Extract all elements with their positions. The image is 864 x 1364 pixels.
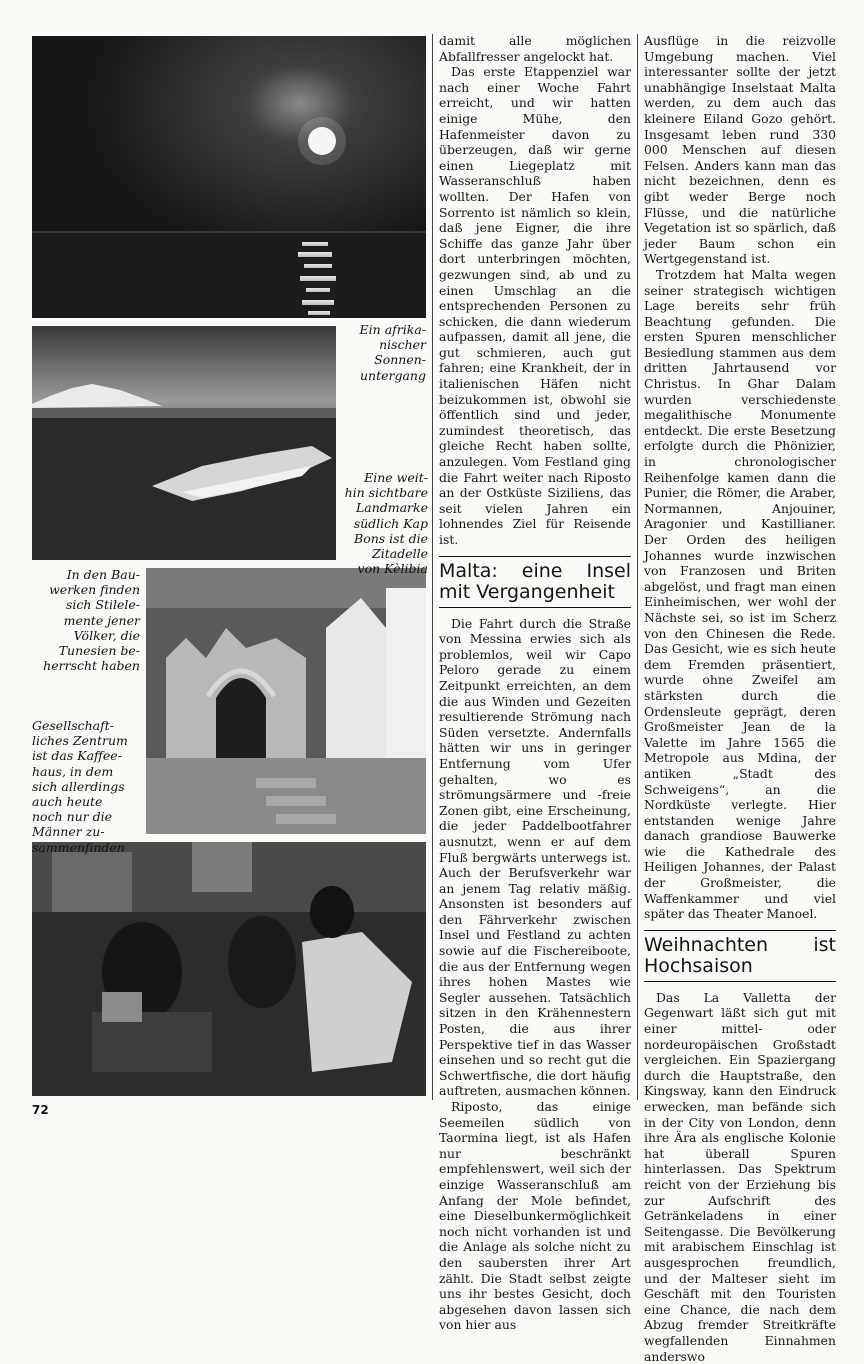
paragraph: damit alle möglichen Abfallfresser angelockt hat.	[439, 33, 631, 64]
column-divider	[432, 34, 433, 1100]
caption-landmark: Eine weit- hin sichtbare Landmarke südlich Kap Bons ist die Zitadelle von Kèlibia	[344, 470, 428, 577]
paragraph: Die Fahrt durch die Straße von Messina erwies sich als problemlos, weil wir Capo Peloro gerade zu einem Zeitpunkt erreichten, an dem die aus Winden und Gezeiten resultierende Strömung nach Süden versetzte. Andernfalls hätten wir uns in geringer Entfernung vom Ufer gehalten, wo es strömungsärmere und -freie Zonen gibt, eine Erscheinung, die jeder Paddelbootfahrer ausnutzt, wenn er auf dem Fluß bergwärts unterwegs ist. Auch der Berufsverkehr war an jenem Tag relativ mäßig. Ansonsten ist besonders auf den Fährverkehr zwischen Insel und Festland zu achten sowie auf die Fischereiboote, die aus der Entfernung wegen ihres hohen Mastes wie Segler aussehen. Tatsächlich sitzen in den Krähennestern Posten, die aus ihrer Perspektive tief in das Wasser einsehen und so recht gut die Schwertfische, die dort häufig auftreten, ausmachen können.	[439, 615, 631, 1099]
paragraph: Das La Valletta der Gegenwart läßt sich gut mit einer mittel- oder nordeuropäischen Großstadt vergleichen. Ein Spaziergang durch die Hauptstraße, den Kingsway, kann den Eindruck erwecken, man befände sich in der City von London, denn ihre Ära als englische Kolonie hat überall Spuren hinterlassen. Das Spektrum reicht von der Erziehung bis zur Aufschrift des Getränkeladens in einer Seitengasse. Die Bevölkerung mit arabischem Einschlag ist ausgesprochen freundlich, und der Malteser sieht im Geschäft mit den Touristen eine Chance, die nach dem Abzug fremder Streitkräfte wegfallenden Einnahmen anderswo	[644, 989, 836, 1364]
full-moon-sea-photo	[32, 36, 426, 318]
caption-sunset: Ein afrika- nischer Sonnen- untergang	[359, 322, 426, 383]
section-heading-block	[644, 930, 836, 982]
coastline-landmark-photo	[32, 326, 336, 560]
text-column-middle	[439, 33, 631, 1333]
tunisian-gate-photo	[146, 568, 426, 834]
paragraph: Ausflüge in die reizvolle Umgebung machen. Viel interessanter sollte der jetzt unabhängige Inselstaat Malta werden, zu dem auch das kleinere Eiland Gozo gehört. Insgesamt leben rund 330 000 Menschen auf diesen Felsen. Anders kann man das nicht bezeichnen, denn es gibt weder Berge noch Flüsse, und die natürliche Vegetation ist so spärlich, daß jeder Baum schon ein Wertgegenstand ist.	[644, 33, 836, 267]
heading-rule	[644, 930, 836, 931]
heading-rule	[439, 556, 631, 557]
section-heading-malta: Malta: eine Insel mit Vergangenheit	[439, 561, 631, 608]
paragraph: Riposto, das einige Seemeilen südlich von Taormina liegt, ist als Hafen nur beschränkt empfehlenswert, weil sich der einzige Wasseranschluß am Anfang der Mole befindet, eine Dieselbunkermöglichkeit noch nicht vorhanden ist und die Anlage als solche nicht zu den saubersten ihrer Art zählt. Die Stadt selbst zeigte uns ihr bestes Gesicht, doch abgesehen davon lassen sich von hier aus	[439, 1099, 631, 1333]
text-column-right	[644, 33, 836, 1364]
section-heading-weihnachten: Weihnachten ist Hochsaison	[644, 935, 836, 982]
caption-buildings: In den Bau- werken finden sich Stilele- mente jener Völker, die Tunesien be- herrscht haben	[43, 567, 140, 674]
paragraph: Trotzdem hat Malta wegen seiner strategisch wichtigen Lage bereits sehr früh Beachtung gefunden. Die ersten Spuren menschlicher Besiedlung stammen aus dem dritten Jahrtausend vor Christus. In Ghar Dalam wurden verschiedenste megalithische Monumente entdeckt. Die erste Besetzung erfolgte durch die Phönizier, in chronologischer Reihenfolge kamen dann die Punier, die Römer, die Araber, Normannen, Anjouiner, Aragonier und Kastillianer. Der Orden des heiligen Johannes wurde inzwischen von Franzosen und Briten abgelöst, und fragt man einen Einheimischen, wer wohl der Nächste sei, so ist im Scherz von den Chinesen die Rede. Das Gesicht, wie es sich heute dem Fremden präsentiert, wurde ohne Zweifel am stärksten durch die Ordensleute geprägt, deren Großmeister Jean de la Valette im Jahre 1565 die Metropole aus Mdina, der antiken „Stadt des Schweigens“, an die Nordküste verlegte. Hier entstanden wenige Jahre danach grandiose Bauwerke wie die Kathedrale des Heiligen Johannes, der Palast der Großmeister, die Waffenkammer und viel später das Theater Manoel.	[644, 266, 836, 922]
caption-coffeehouse: Gesellschaft- liches Zentrum ist das Kaffee- haus, in dem sich allerdings auch heute noch nur die Männer zu- sammenfinden	[32, 718, 128, 855]
column-divider	[637, 34, 638, 1100]
section-heading-block	[439, 556, 631, 608]
page-number: 72	[32, 1103, 49, 1117]
paragraph: Das erste Etappenziel war nach einer Woche Fahrt erreicht, und wir hatten einige Mühe, den Hafenmeister davon zu überzeugen, daß wir gerne einen Liegeplatz mit Wasseranschluß haben wollten. Der Hafen von Sorrento ist nämlich so klein, daß jene Eigner, die ihre Schiffe das ganze Jahr über dort unterbringen möchten, gezwungen sind, ab und zu einen Umschlag an die entsprechenden Personen zu schicken, die dann wiederum aufpassen, damit all jene, die gut schmieren, auch gut fahren; eine Krankheit, der in italienischen Häfen nicht beizukommen ist, obwohl sie öffentlich sind und jeder, zumindest theoretisch, das gleiche Recht haben sollte, anzulegen. Vom Festland ging die Fahrt weiter nach Riposto an der Ostküste Siziliens, das seit vielen Jahren ein lohnendes Ziel für Reisende ist.	[439, 64, 631, 547]
coffee-house-photo	[32, 842, 426, 1096]
